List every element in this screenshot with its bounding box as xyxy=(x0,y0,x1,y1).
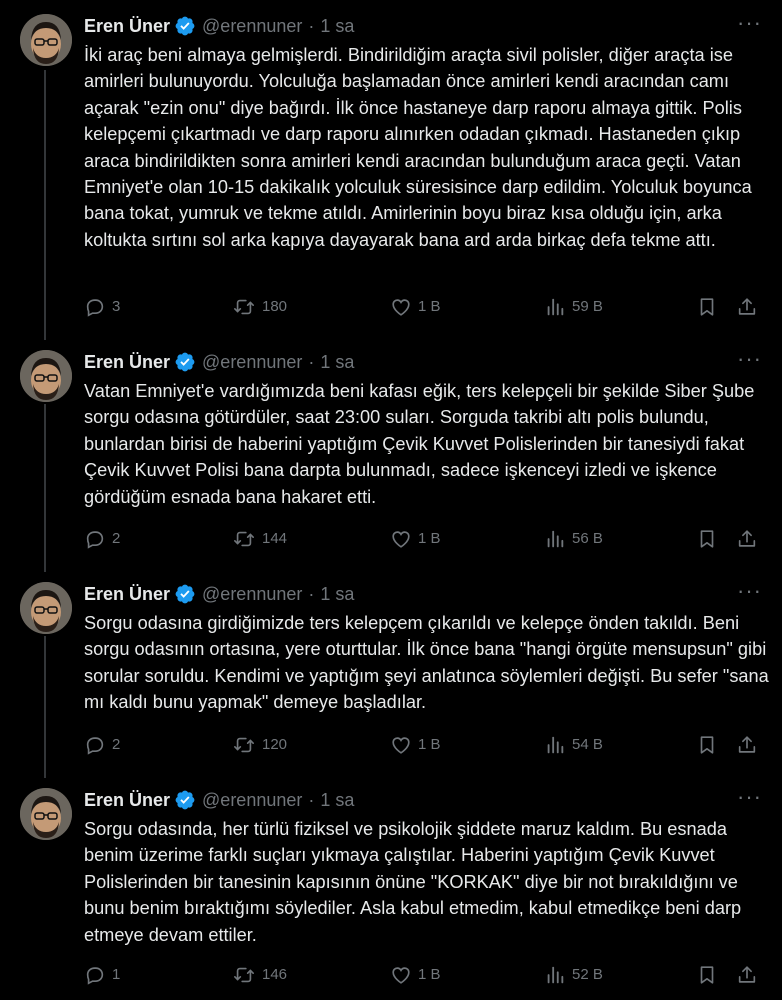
tweet-text: Sorgu odasında, her türlü fiziksel ve psikolojik şiddete maruz kaldım. Bu esnada benim üzerime farklı suçları yıkmaya çalıştılar. Haberini yaptığım Çevik Kuvvet Polislerinden bir tanesinin kapısının önüne "KORKAK" diye bir not bırakıldığını ve bunu benim bıraktığımı söylediler. Asla kabul etmedim, kabul etmedikçe beni darp etmeye devam ettiler. xyxy=(84,819,742,945)
bookmark-icon xyxy=(696,734,718,756)
like-count: 1 B xyxy=(418,298,441,315)
views-chart-icon xyxy=(544,528,566,550)
bookmark-button[interactable] xyxy=(696,734,718,756)
views-count: 59 B xyxy=(572,298,603,315)
avatar-image xyxy=(20,582,72,634)
repost-button[interactable] xyxy=(232,296,287,318)
tweet-actions xyxy=(84,526,762,552)
views-button[interactable] xyxy=(544,964,603,986)
reply-icon xyxy=(84,964,106,986)
repost-icon xyxy=(232,964,256,986)
repost-button[interactable] xyxy=(232,964,287,986)
author-handle[interactable]: @erennuner xyxy=(202,351,303,372)
heart-icon xyxy=(390,296,412,318)
tweet-text: Vatan Emniyet'e vardığımızda beni kafası eğik, ters kelepçeli bir şekilde Siber Şube sorgu odasına götürdüler, saat 23:00 suları. Sorguda takribi altı polis bulundu, bunlardan birisi de haberini yaptığım Çevik Kuvvet Polislerinden bir tanesiydi fakat Çevik Kuvvet Polisi bana darpta bulunmadı, sadece işkenceyi izledi ve işkence gördüğüm esnada bana hakaret etti. xyxy=(84,381,755,507)
views-count: 56 B xyxy=(572,530,603,547)
reply-button[interactable] xyxy=(84,528,120,550)
more-options-icon[interactable]: ··· xyxy=(737,346,762,371)
views-button[interactable] xyxy=(544,296,603,318)
verified-badge-icon[interactable] xyxy=(174,351,196,373)
views-button[interactable] xyxy=(544,528,603,550)
views-chart-icon xyxy=(544,296,566,318)
tweet-actions xyxy=(84,732,762,758)
tweet-header xyxy=(84,346,762,374)
verified-badge-icon[interactable] xyxy=(174,789,196,811)
more-options-icon[interactable]: ··· xyxy=(737,10,762,35)
tweet-text: Sorgu odasına girdiğimizde ters kelepçem çıkarıldı ve kelepçe önden takıldı. Beni sorgu odasının ortasına, yere oturttular. İlk önce bana "hangi örgüte mensupsun" gibi sorular soruldu. Kendimi ve yaptığım şeyi anlatınca söylemleri değişti. Bu sefer "sana mı kaldı bunu yapmak" demeye başladılar. xyxy=(84,613,769,713)
separator-dot: · xyxy=(308,15,315,36)
bookmark-button[interactable] xyxy=(696,964,718,986)
heart-icon xyxy=(390,964,412,986)
repost-icon xyxy=(232,296,256,318)
share-button[interactable] xyxy=(736,296,758,318)
tweet-text: İki araç beni almaya gelmişlerdi. Bindirildiğim araçta sivil polisler, diğer araçta ise amirleri bulunuyordu. Yolculuğa başlamadan önce amirleri kendi aracından camı açarak "ezin onu" diye bağırdı. İlk önce hastaneye darp raporu almaya gittik. Polis kelepçemi çıkartmadı ve darp raporu alınırken odadan çıkmadı. Hastaneden çıkıp araca bindirildikten sonra amirleri kendi aracından bulunduğum araca geçti. Vatan Emniyet'e olan 10-15 dakikalık yolculuk süresisince darp edildim. Yolculuk boyunca bana tokat, yumruk ve tekme atıldı. Amirlerinin boyu biraz kısa olduğu için, arka koltukta sırtını sol arka kapıya dayayarak bana ard arda birkaç defa tekme attı. xyxy=(84,45,752,250)
bookmark-icon xyxy=(696,964,718,986)
reply-icon xyxy=(84,734,106,756)
author-handle[interactable]: @erennuner xyxy=(202,583,303,604)
author-name[interactable]: Eren Üner xyxy=(84,351,171,372)
thread-connector xyxy=(44,70,46,340)
timestamp[interactable]: 1 sa xyxy=(320,351,355,372)
bookmark-icon xyxy=(696,528,718,550)
thread-connector xyxy=(44,404,46,572)
separator-dot: · xyxy=(308,789,315,810)
verified-badge-icon[interactable] xyxy=(174,15,196,37)
reply-icon xyxy=(84,528,106,550)
avatar-image xyxy=(20,350,72,402)
repost-count: 180 xyxy=(262,298,288,315)
reply-count: 3 xyxy=(112,298,121,315)
repost-button[interactable] xyxy=(232,528,287,550)
tweet-actions xyxy=(84,962,762,988)
views-chart-icon xyxy=(544,734,566,756)
repost-button[interactable] xyxy=(232,734,287,756)
reply-button[interactable] xyxy=(84,734,120,756)
bookmark-button[interactable] xyxy=(696,296,718,318)
timestamp[interactable]: 1 sa xyxy=(320,15,355,36)
like-button[interactable] xyxy=(390,964,441,986)
share-icon xyxy=(736,296,758,318)
reply-count: 1 xyxy=(112,966,121,983)
share-icon xyxy=(736,528,758,550)
tweet-header xyxy=(84,10,762,38)
reply-icon xyxy=(84,296,106,318)
bookmark-button[interactable] xyxy=(696,528,718,550)
heart-icon xyxy=(390,734,412,756)
more-options-icon[interactable]: ··· xyxy=(737,784,762,809)
author-name[interactable]: Eren Üner xyxy=(84,583,171,604)
avatar[interactable] xyxy=(20,582,72,634)
author-handle[interactable]: @erennuner xyxy=(202,789,303,810)
avatar[interactable] xyxy=(20,14,72,66)
like-button[interactable] xyxy=(390,528,441,550)
timestamp[interactable]: 1 sa xyxy=(320,583,355,604)
like-count: 1 B xyxy=(418,736,441,753)
reply-button[interactable] xyxy=(84,964,120,986)
author-name[interactable]: Eren Üner xyxy=(84,789,171,810)
reply-count: 2 xyxy=(112,530,121,547)
repost-icon xyxy=(232,528,256,550)
tweet-actions xyxy=(84,294,762,320)
like-count: 1 B xyxy=(418,530,441,547)
views-count: 54 B xyxy=(572,736,603,753)
repost-icon xyxy=(232,734,256,756)
more-options-icon[interactable]: ··· xyxy=(737,578,762,603)
views-chart-icon xyxy=(544,964,566,986)
reply-button[interactable] xyxy=(84,296,120,318)
verified-badge-icon[interactable] xyxy=(174,583,196,605)
author-name[interactable]: Eren Üner xyxy=(84,15,171,36)
like-button[interactable] xyxy=(390,734,441,756)
separator-dot: · xyxy=(308,583,315,604)
tweet-header xyxy=(84,578,762,606)
avatar[interactable] xyxy=(20,788,72,840)
share-icon xyxy=(736,734,758,756)
share-button[interactable] xyxy=(736,528,758,550)
separator-dot: · xyxy=(308,351,315,372)
timestamp[interactable]: 1 sa xyxy=(320,789,355,810)
share-icon xyxy=(736,964,758,986)
views-count: 52 B xyxy=(572,966,603,983)
thread-connector xyxy=(44,636,46,778)
heart-icon xyxy=(390,528,412,550)
share-button[interactable] xyxy=(736,734,758,756)
repost-count: 146 xyxy=(262,966,288,983)
share-button[interactable] xyxy=(736,964,758,986)
bookmark-icon xyxy=(696,296,718,318)
reply-count: 2 xyxy=(112,736,121,753)
like-button[interactable] xyxy=(390,296,441,318)
author-handle[interactable]: @erennuner xyxy=(202,15,303,36)
repost-count: 144 xyxy=(262,530,288,547)
views-button[interactable] xyxy=(544,734,603,756)
avatar-image xyxy=(20,14,72,66)
avatar-image xyxy=(20,788,72,840)
tweet-header xyxy=(84,784,762,812)
repost-count: 120 xyxy=(262,736,288,753)
like-count: 1 B xyxy=(418,966,441,983)
avatar[interactable] xyxy=(20,350,72,402)
